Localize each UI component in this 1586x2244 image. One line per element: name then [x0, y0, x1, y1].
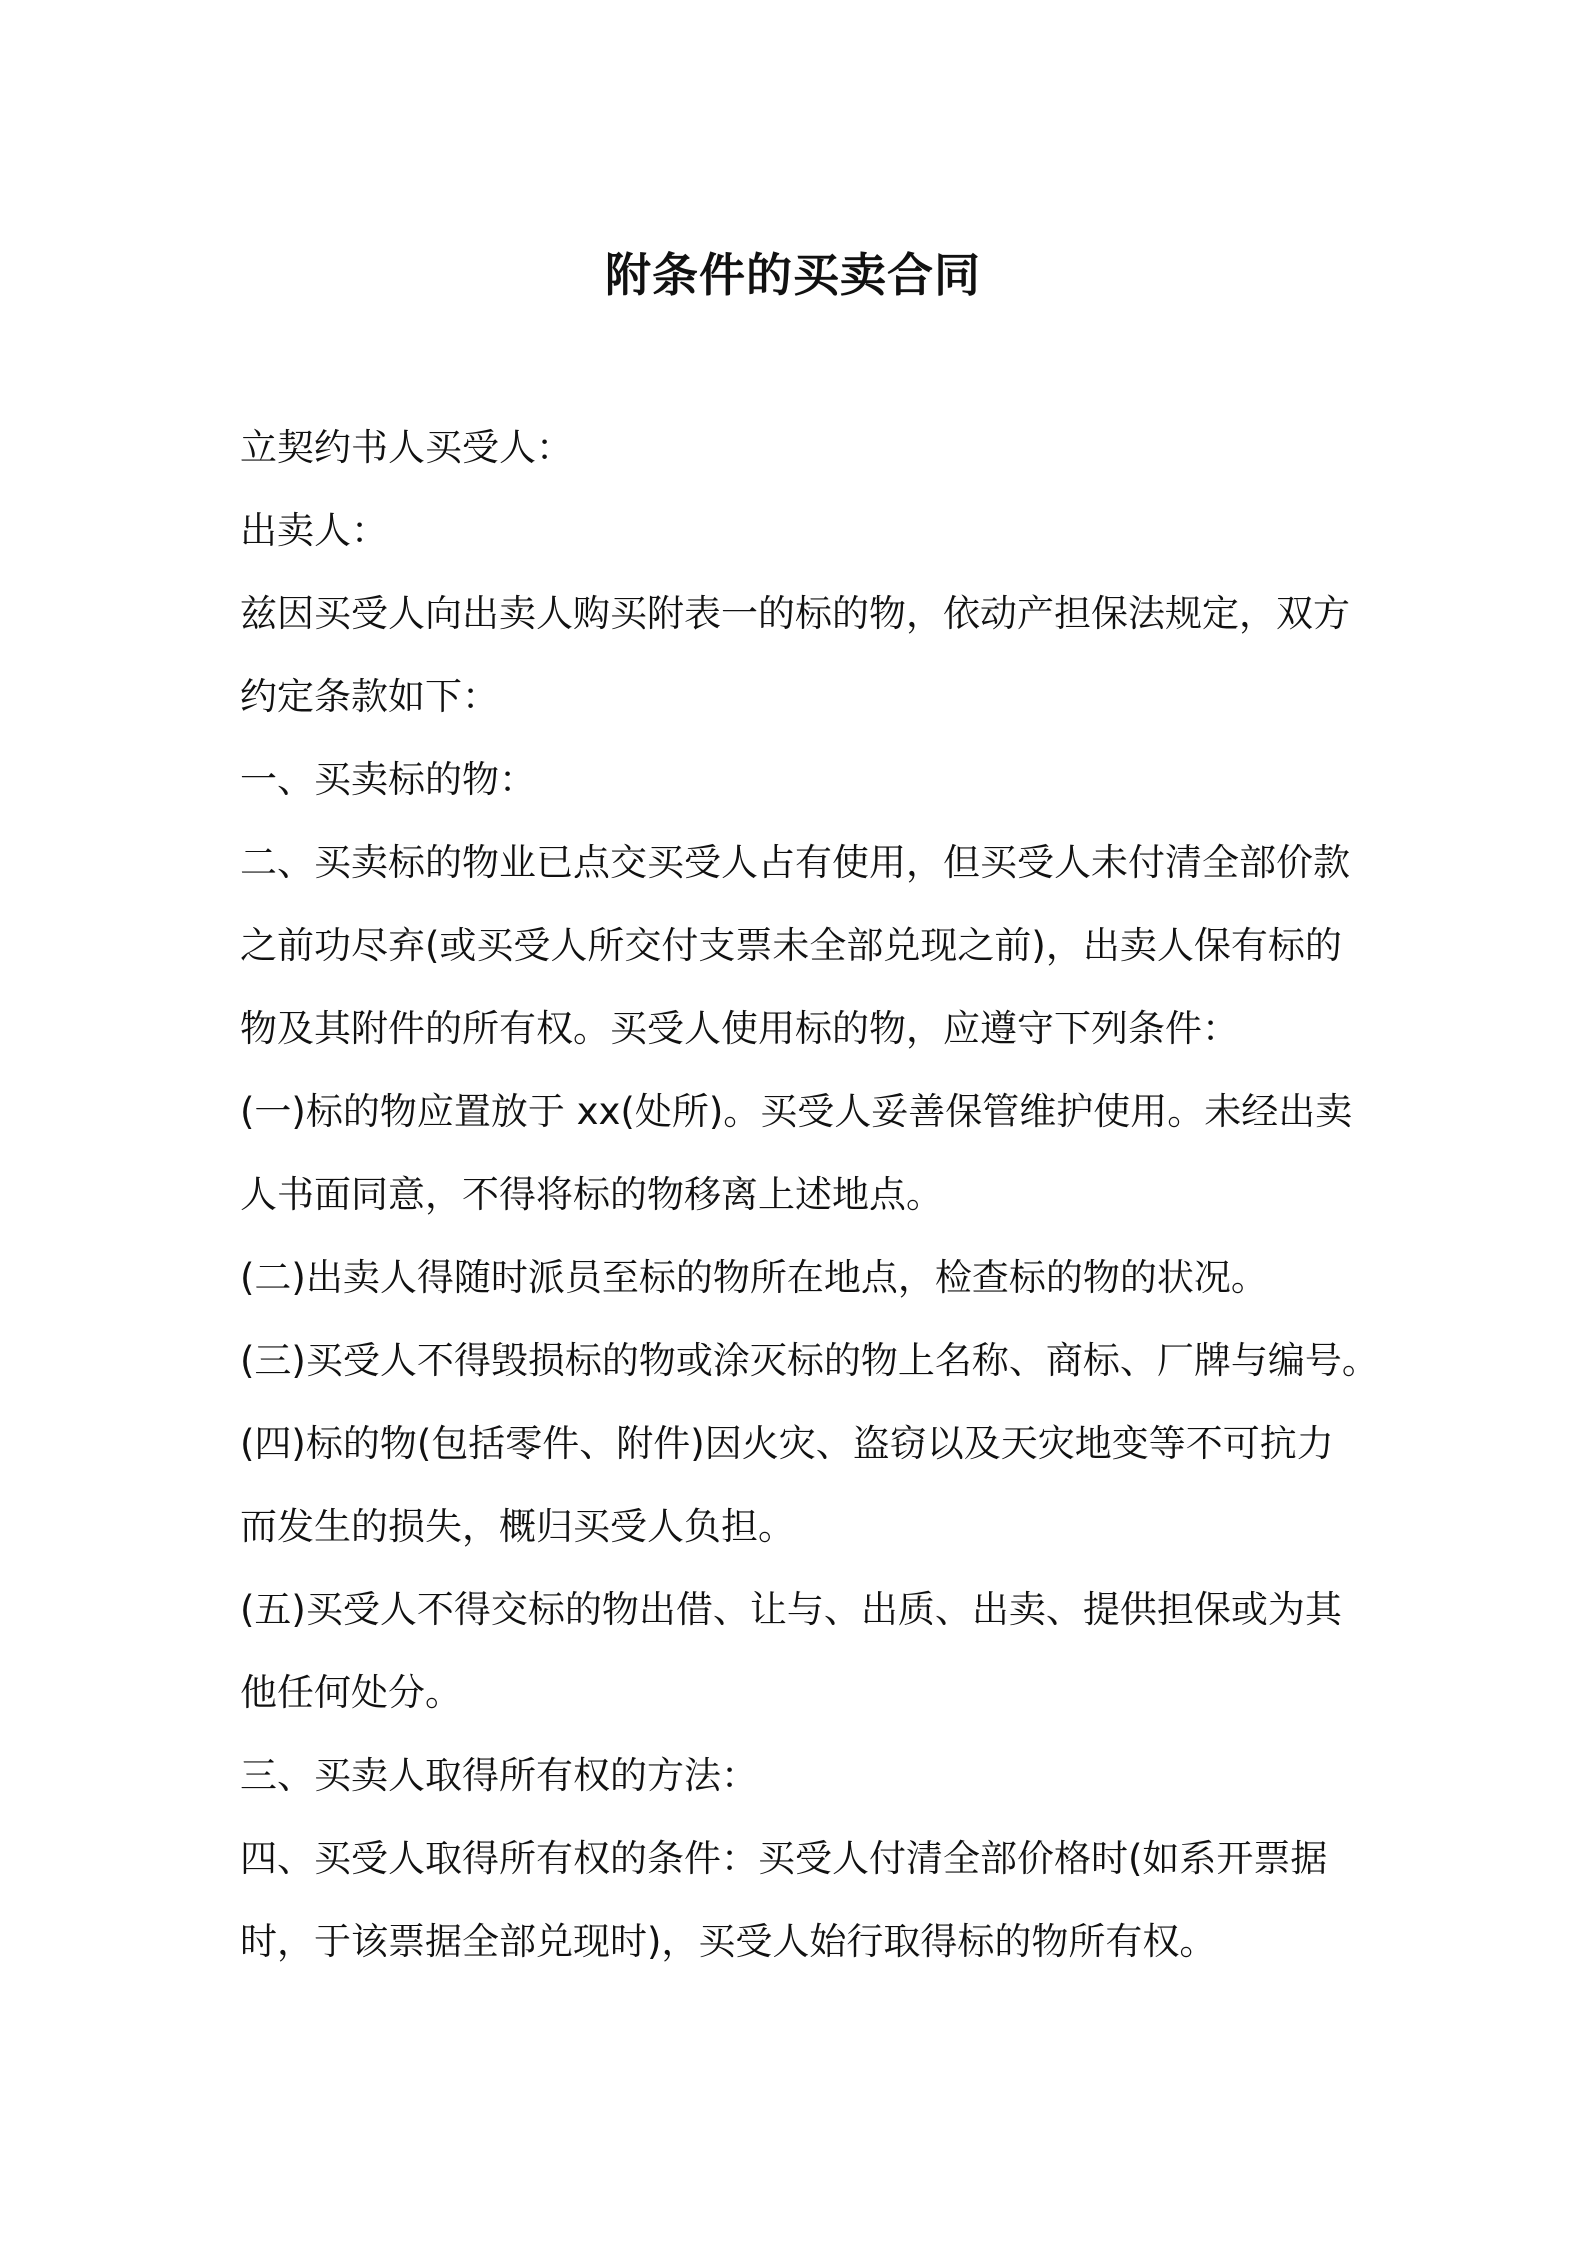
condition-5: (五)买受人不得交标的物出借、让与、出质、出卖、提供担保或为其: [240, 1588, 1342, 1631]
clause-3: 三、买卖人取得所有权的方法：: [240, 1754, 758, 1797]
condition-3: (三)买受人不得毁损标的物或涂灭标的物上名称、商标、厂牌与编号。: [240, 1339, 1379, 1382]
contract-line-seller: 出卖人：: [240, 509, 388, 552]
clause-1: 一、买卖标的物：: [240, 758, 536, 801]
clause-2-cont: 之前功尽弃(或买受人所交付支票未全部兑现之前)，出卖人保有标的: [240, 924, 1342, 967]
condition-1: (一)标的物应置放于 xx(处所)。买受人妥善保管维护使用。未经出卖: [240, 1090, 1353, 1133]
condition-2: (二)出卖人得随时派员至标的物所在地点，检查标的物的状况。: [240, 1256, 1268, 1299]
contract-line-intro-cont: 约定条款如下：: [240, 675, 499, 718]
clause-2-cont: 物及其附件的所有权。买受人使用标的物，应遵守下列条件：: [240, 1007, 1239, 1050]
condition-4: (四)标的物(包括零件、附件)因火灾、盗窃以及天灾地变等不可抗力: [240, 1422, 1334, 1465]
clause-4: 四、买受人取得所有权的条件：买受人付清全部价格时(如系开票据: [240, 1837, 1328, 1880]
condition-5-cont: 他任何处分。: [240, 1671, 462, 1714]
clause-4-cont: 时，于该票据全部兑现时)，买受人始行取得标的物所有权。: [240, 1920, 1217, 1963]
clause-2: 二、买卖标的物业已点交买受人占有使用，但买受人未付清全部价款: [240, 841, 1350, 884]
condition-1-cont: 人书面同意，不得将标的物移离上述地点。: [240, 1173, 943, 1216]
condition-4-cont: 而发生的损失，概归买受人负担。: [240, 1505, 795, 1548]
contract-line-buyer: 立契约书人买受人：: [240, 426, 573, 469]
document-title: 附条件的买卖合同: [605, 247, 981, 302]
contract-line-intro: 兹因买受人向出卖人购买附表一的标的物，依动产担保法规定，双方: [240, 592, 1350, 635]
contract-body: [240, 406, 1379, 1983]
